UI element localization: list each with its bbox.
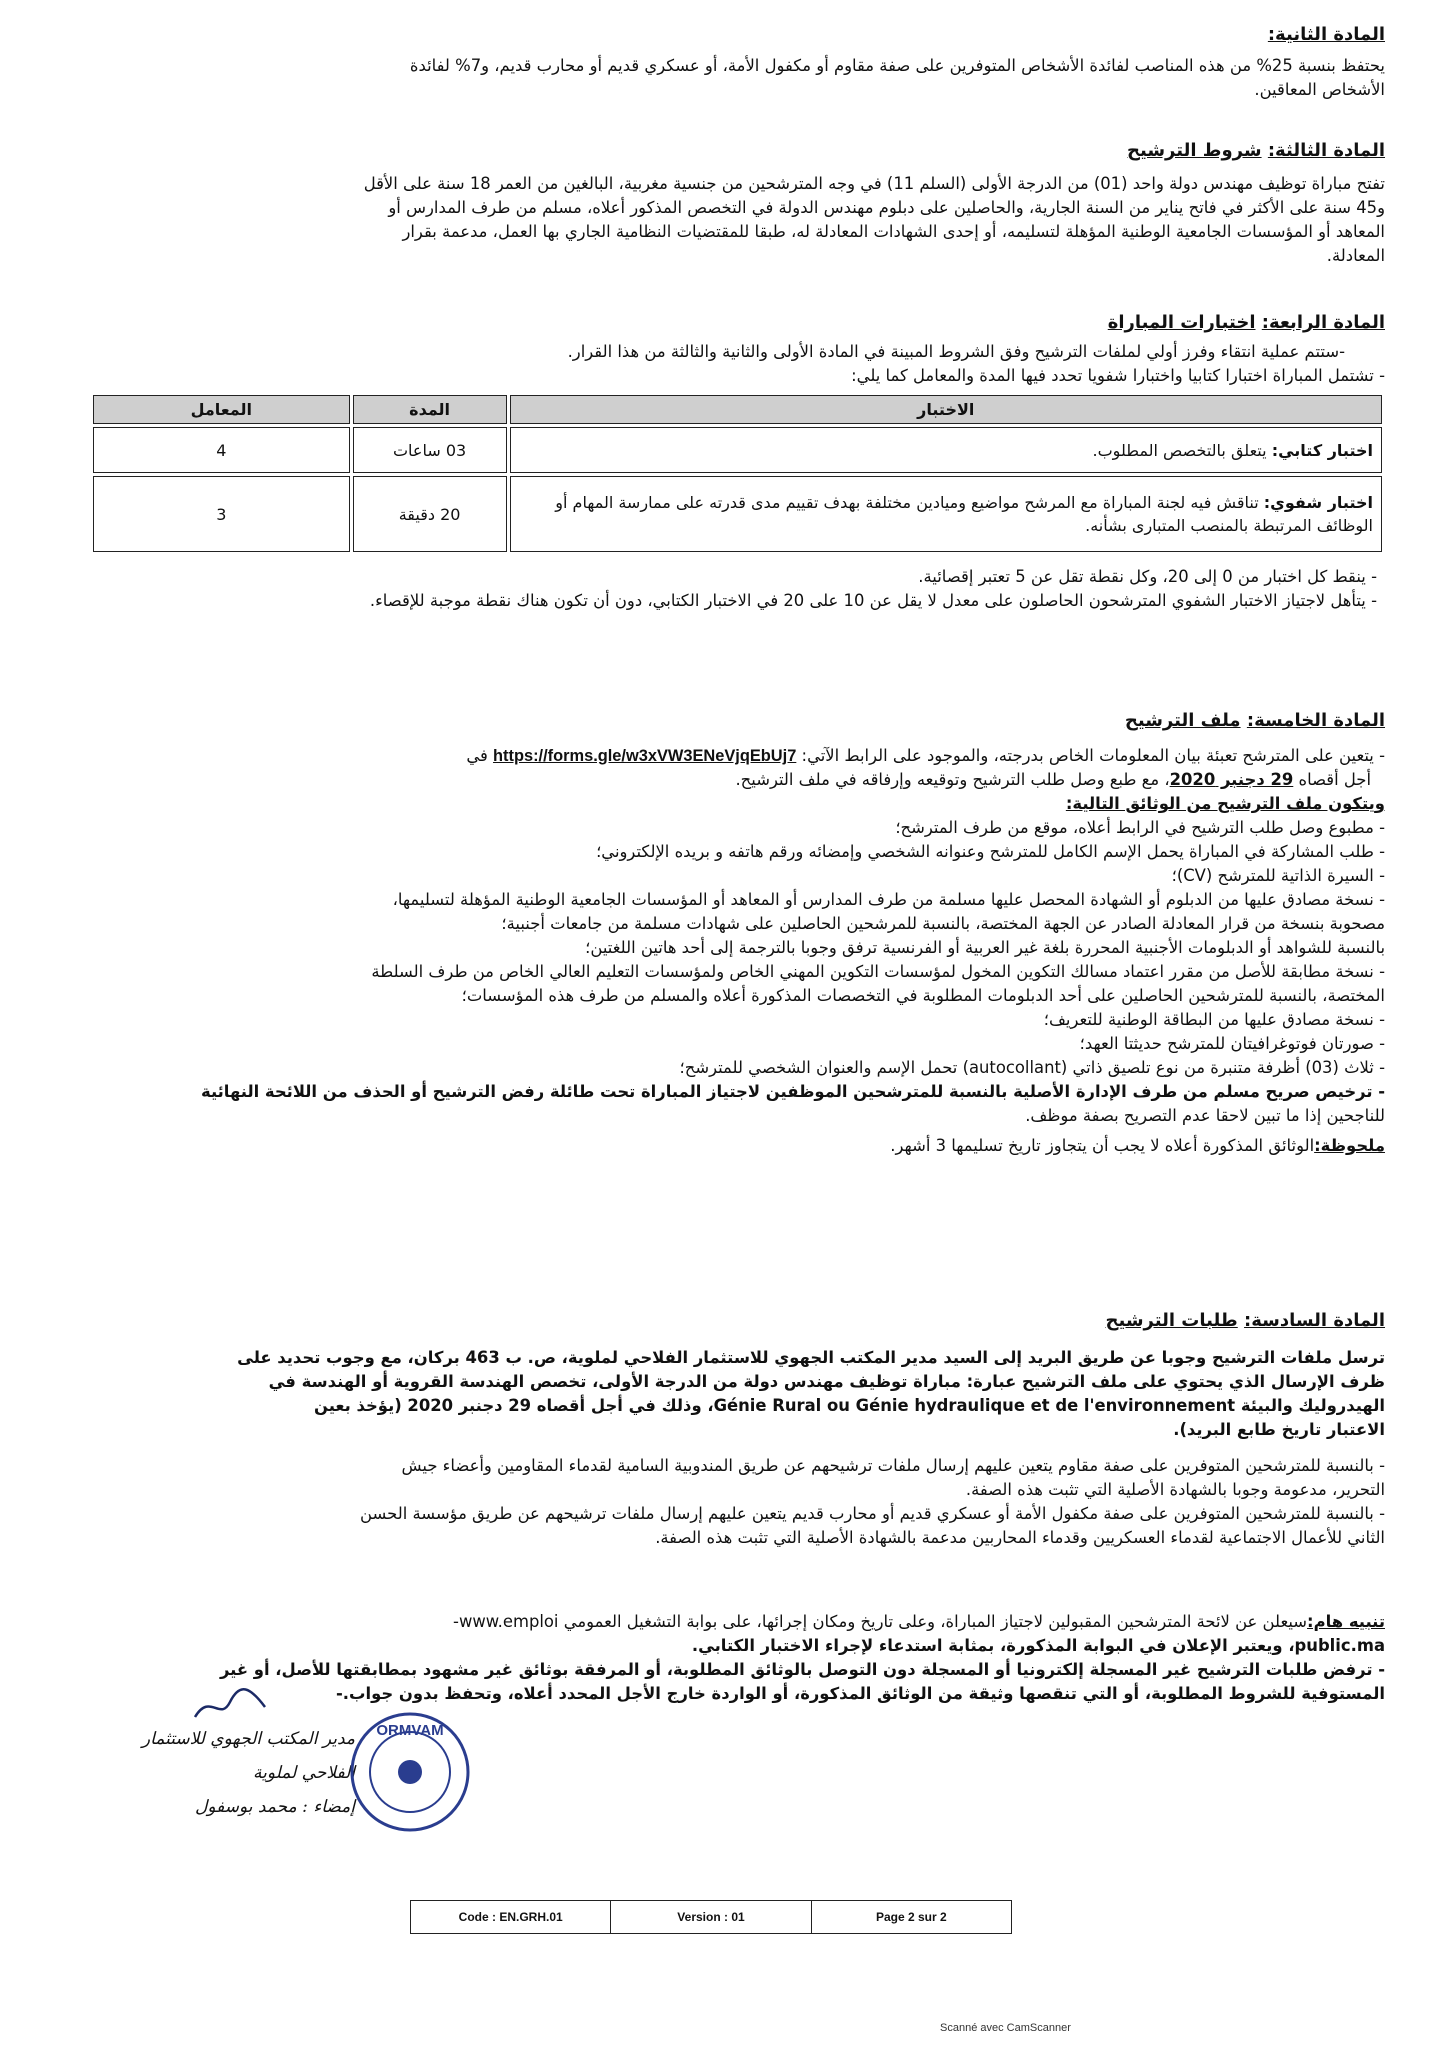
notice-line: public.ma، ويعتبر الإعلان في البوابة المذكورة، بمثابة استدعاء لإجراء الاختبار الكتابي. [691, 1636, 1385, 1655]
notice-line: - ترفض طلبات الترشيح غير المسجلة إلكترونيا أو المسجلة دون التوصل بالوثائق المطلوبة، أو المرفقة بوثائق غير مشهود بمطابقتها للأصل، أو غير [219, 1660, 1385, 1679]
list-item: للناجحين إذا ما تبين لاحقا عدم التصريح بصفة موظف. [1025, 1106, 1385, 1125]
tests-table-header-duration: المدة [353, 395, 507, 424]
article-3-heading [95, 138, 1385, 164]
article-3-heading-lead: المادة الثالثة: [1267, 140, 1385, 161]
note-text: الوثائق المذكورة أعلاه لا يجب أن يتجاوز تاريخ تسليمها 3 أشهر. [890, 1136, 1315, 1155]
footer-page: Page 2 sur 2 [875, 1910, 947, 1924]
coef-cell: 4 [93, 427, 350, 473]
handwritten-signature-icon [185, 1672, 275, 1732]
article-4-heading-lead: المادة الرابعة: [1261, 312, 1385, 333]
duration-cell: 03 ساعات [353, 427, 507, 473]
article-3-line: المعاهد أو المؤسسات الجامعية الوطنية المؤهلة لتسليمه، أو إحدى الشهادات المعادلة له، طبقا للمقتضيات النظامية الجاري بها العمل، مدعمة بقرار [402, 222, 1385, 241]
list-item: - ثلاث (03) أظرفة متنبرة من نوع تلصيق ذاتي (autocollant) تحمل الإسم والعنوان الشخصي للمترشح؛ [679, 1058, 1385, 1077]
article-4-heading-title: اختبارات المباراة [1107, 312, 1256, 333]
test-label: اختبار كتابي: [1271, 440, 1373, 460]
article-2-line: الأشخاص المعاقين. [1254, 80, 1385, 99]
deadline-suffix: ، مع طبع وصل طلب الترشيح وتوقيعه وإرفاقه في ملف الترشيح. [735, 770, 1170, 789]
list-item: - صورتان فوتوغرافيتان للمترشح حديثتا العهد؛ [1079, 1034, 1385, 1053]
article-3-line: المعادلة. [1326, 246, 1385, 265]
article-4-intro-line: - تشتمل المباراة اختبارا كتابيا واختبارا شفويا تحدد فيها المدة والمعامل كما يلي: [851, 366, 1385, 385]
article-5-heading-lead: المادة الخامسة: [1246, 710, 1385, 731]
list-item: - ترخيص صريح مسلم من طرف الإدارة الأصلية بالنسبة للمترشحين الموظفين لاجتياز المباراة تحت طائلة رفض الترشيح أو الحذف من اللائحة النهائية [201, 1082, 1385, 1101]
tests-table-header-row [93, 395, 1382, 424]
article-6-heading [95, 1308, 1385, 1334]
article-4-note: - يتأهل لاجتياز الاختبار الشفوي المترشحون الحاصلون على معدل لا يقل عن 10 على 20 في الاختبار الكتابي، دون أن تكون هناك نقطة موجبة للإقصاء. [369, 591, 1377, 610]
article-6-line: الهيدروليك والبيئة Génie Rural ou Génie hydraulique et de l'environnement، وذلك في أجل أقصاه 29 دجنبر 2020 (يؤخذ بعين [313, 1396, 1385, 1415]
article-6-heading-lead: المادة السادسة: [1244, 1310, 1385, 1331]
article-5-link-line [95, 744, 1385, 768]
article-6-line: ظرف الإرسال الذي يحتوي على ملف الترشيح عبارة: مباراة توظيف مهندس دولة من الدرجة الأولى، تخصص الهندسة القروية أو الهندسة في [268, 1372, 1385, 1391]
article-2-heading-text: المادة الثانية: [1267, 24, 1385, 45]
article-5-heading [95, 708, 1385, 734]
article-3-heading-title: شروط الترشيح [1127, 140, 1262, 161]
article-5-deadline-line [95, 768, 1385, 792]
signature-line: مدير المكتب الجهوي للاستثمار [141, 1729, 355, 1749]
notice-text: سيعلن عن لائحة المترشحين المقبولين لاجتياز المباراة، وعلى تاريخ ومكان إجرائها، على بوابة التشغيل العمومي www.emploi- [453, 1612, 1308, 1631]
test-cell [510, 427, 1382, 473]
article-4-note: - ينقط كل اختبار من 0 إلى 20، وكل نقطة تقل عن 5 تعتبر إقصائية. [918, 567, 1377, 586]
application-form-link[interactable]: https://forms.gle/w3xVW3ENeVjqEbUj7 [493, 747, 797, 765]
list-item: - نسخة مصادق عليها من البطاقة الوطنية للتعريف؛ [1043, 1010, 1385, 1029]
list-item: بالنسبة للشواهد أو الدبلومات الأجنبية المحررة بلغة غير العربية أو الفرنسية ترفق وجوبا بالترجمة إلى أحد هاتين اللغتين؛ [585, 938, 1385, 957]
document-footer [410, 1900, 1012, 1934]
list-item: - مطبوع وصل طلب الترشيح في الرابط أعلاه، موقع من طرف المترشح؛ [895, 818, 1385, 837]
article-3 [95, 138, 1385, 268]
list-item: - السيرة الذاتية للمترشح (CV)؛ [1171, 866, 1385, 885]
table-row [93, 427, 1382, 473]
article-5 [95, 708, 1385, 1158]
link-tail-text: في [466, 746, 488, 765]
deadline-date: 29 دجنبر 2020 [1169, 770, 1294, 789]
article-5-heading-title: ملف الترشيح [1124, 710, 1241, 731]
list-item: مصحوبة بنسخة من قرار المعادلة الصادر عن الجهة المختصة، بالنسبة للمرشحين الحاصلين على شهادات مسلمة من جامعات أجنبية؛ [501, 914, 1385, 933]
signature-block [55, 1672, 655, 1842]
table-row [93, 476, 1382, 552]
article-6-line: - بالنسبة للمترشحين المتوفرين على صفة مقاوم يتعين عليهم إرسال ملفات ترشيحهم عن طريق المندوبية السامية لقدماء المقاومين وأعضاء جيش [401, 1456, 1385, 1475]
scanner-watermark: Scanné avec CamScanner [940, 2022, 1071, 2034]
notice-line: المستوفية للشروط المطلوبة، أو التي تنقصها وثيقة من الوثائق المذكورة، أو الواردة خارج الأجل المحدد أعلاه، وتحفظ بدون جواب.- [336, 1684, 1385, 1703]
list-item: - نسخة مطابقة للأصل من مقرر اعتماد مسالك التكوين المخول لمؤسسات التكوين المهني الخاص ولمؤسسات التعليم العالي الخاص من طرف السلطة [371, 962, 1385, 981]
test-cell [510, 476, 1382, 552]
article-4-intro-line: -ستتم عملية انتقاء وفرز أولي لملفات الترشيح وفق الشروط المبينة في المادة الأولى والثانية والثالثة من هذا القرار. [567, 342, 1345, 361]
article-6-heading-title: طلبات الترشيح [1105, 1310, 1238, 1331]
notice-line [95, 1610, 1385, 1634]
signature-text [55, 1722, 355, 1824]
stamp-text: ORMVAM [376, 1722, 444, 1739]
article-4 [95, 310, 1385, 613]
note-label: ملحوظة: [1314, 1136, 1385, 1155]
coef-cell: 3 [93, 476, 350, 552]
list-item: - طلب المشاركة في المباراة يحمل الإسم الكامل للمترشح وعنوانه الشخصي وإمضائه ورقم هاتفه و بريده الإلكتروني؛ [596, 842, 1385, 861]
docs-heading: ويتكون ملف الترشيح من الوثائق التالية: [1065, 794, 1385, 813]
tests-table-header-test: الاختبار [510, 395, 1382, 424]
article-6-line: - بالنسبة للمترشحين المتوفرين على صفة مكفول الأمة أو عسكري قديم أو محارب قديم يتعين عليهم إرسال ملفات ترشيحهم عن طريق مؤسسة الحسن [360, 1504, 1385, 1523]
signature-line: إمضاء : محمد بوسفول [194, 1797, 355, 1817]
article-6-line: الاعتبار تاريخ طابع البريد). [1173, 1420, 1385, 1439]
tests-table-header-coef: المعامل [93, 395, 350, 424]
article-6-line: التحرير، مدعومة وجوبا بالشهادة الأصلية التي تثبت هذه الصفة. [965, 1480, 1385, 1499]
article-3-line: و45 سنة على الأكثر في فاتح يناير من السنة الجارية، والحاصلين على دبلوم مهندس الدولة في التخصص المذكور أعلاه، مسلم من طرف المدارس أو [388, 198, 1385, 217]
test-description: تناقش فيه لجنة المباراة مع المرشح مواضيع وميادين مختلفة بهدف تقييم مدى قدرته على ممارسة المهام أو الوظائف المرتبطة بالمنصب المتبارى بشأنه. [555, 493, 1373, 535]
tests-table [90, 392, 1385, 555]
article-6-line: ترسل ملفات الترشيح وجوبا عن طريق البريد إلى السيد مدير المكتب الجهوي للاستثمار الفلاحي لملوية، ص. ب 463 بركان، مع وجوب تحديد على [237, 1348, 1385, 1367]
footer-code: Code : EN.GRH.01 [411, 1901, 611, 1933]
footer-version: Version : 01 [611, 1901, 811, 1933]
test-description: يتعلق بالتخصص المطلوب. [1092, 440, 1267, 460]
article-6-line: الثاني للأعمال الاجتماعية لقدماء العسكريين وقدماء المحاربين مدعمة بالشهادة الأصلية التي تثبت هذه الصفة. [655, 1528, 1385, 1547]
duration-cell: 20 دقيقة [353, 476, 507, 552]
official-stamp-icon [345, 1707, 475, 1837]
article-6 [95, 1308, 1385, 1550]
article-2 [95, 22, 1385, 102]
article-2-heading [95, 22, 1385, 48]
article-4-heading [95, 310, 1385, 336]
deadline-prefix: أجل أقصاه [1298, 770, 1371, 789]
test-label: اختبار شفوي: [1263, 493, 1373, 512]
list-item: المختصة، بالنسبة للمترشحين الحاصلين على أحد الدبلومات المطلوبة في التخصصات المذكورة أعلاه والمسلم من طرف هذه المؤسسات؛ [461, 986, 1385, 1005]
article-5-note [95, 1134, 1385, 1158]
list-item: - نسخة مصادق عليها من الدبلوم أو الشهادة المحصل عليها مسلمة من طرف المدارس أو المعاهد أو المؤسسات الجامعية الوطنية المؤهلة لتسليمها، [392, 890, 1385, 909]
article-2-line: يحتفظ بنسبة 25% من هذه المناصب لفائدة الأشخاص المتوفرين على صفة مقاوم أو مكفول الأمة، أو عسكري قديم أو محارب قديم، و7% لفائدة [409, 56, 1385, 75]
link-intro-text: - يتعين على المترشح تعبئة بيان المعلومات الخاص بدرجته، والموجود على الرابط الآتي: [801, 746, 1385, 765]
article-3-line: تفتح مباراة توظيف مهندس دولة واحد (01) من الدرجة الأولى (السلم 11) في وجه المترشحين من جنسية مغربية، البالغين من العمر 18 سنة على الأقل [363, 174, 1385, 193]
signature-line: الفلاحي لملوية [253, 1763, 355, 1783]
notice-label: تنبيه هام: [1307, 1612, 1385, 1631]
